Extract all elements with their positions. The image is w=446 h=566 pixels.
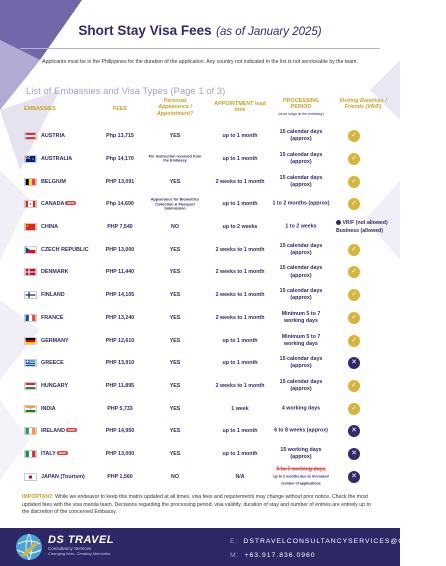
table-row (0, 443, 400, 466)
appointment-lead-time: up to 1 month (222, 133, 258, 140)
check-icon: ✓ (348, 176, 360, 188)
appearance-required: YES (169, 405, 181, 412)
embassy-name: GERMANY (41, 337, 69, 344)
china-flag-icon (24, 223, 37, 231)
visa-fee: PHP 13,000 (105, 450, 135, 457)
denmark-flag-icon (24, 268, 37, 276)
embassy-name: IRELAND NEW (41, 428, 75, 435)
appearance-required: YES (169, 269, 181, 276)
visa-fee: PHP 1,560 (107, 473, 133, 480)
table-row (0, 216, 400, 239)
appearance-required: YES (169, 360, 181, 367)
appointment-lead-time: 2 weeks to 1 month (215, 178, 265, 185)
globe-plane-logo-icon (14, 532, 44, 562)
czech-flag-icon (24, 246, 37, 254)
cross-icon: ✕ (348, 471, 360, 483)
embassy-name: CHINA (41, 224, 59, 231)
canada-flag-icon (24, 200, 37, 208)
india-flag-icon (24, 405, 37, 413)
appointment-lead-time: 1 week (231, 405, 249, 412)
col-embassies: EMBASSIES (24, 106, 56, 112)
check-icon: ✓ (348, 289, 360, 301)
check-icon: ✓ (348, 312, 360, 324)
processing-period: 4 working days (281, 405, 321, 412)
processing-period: 15 calendar days (approx) (279, 242, 323, 256)
visa-fee: PHP 7,540 (107, 224, 133, 231)
embassy-name: CZECH REPUBLIC (41, 246, 89, 253)
intro-text: Applicants must be in the Philippines for the duration of the application. Any country not indicated in the list is not serviceable by the team. (42, 59, 358, 65)
appointment-lead-time: 2 weeks to 1 month (215, 269, 265, 276)
table-row (0, 261, 400, 284)
appointment-lead-time: 2 weeks to 1 month (215, 291, 265, 298)
austria-flag-icon (24, 132, 37, 140)
important-note: IMPORTANT: While we endeavor to keep this matrix updated at all times, visa fees and requirements may change without prior notice. Check the most updated fees with the visa manila team. Decisions regarding the processing period, visa validity, duration of stay and number of entries are entirely up to the discretion of the concerned Embassy. (22, 494, 371, 516)
email-line[interactable]: E: DSTRAVELCONSULTANCYSERVICES@GMAIL.COM (230, 538, 446, 545)
cross-icon: ✕ (348, 425, 360, 437)
embassy-name: AUSTRALIA (41, 156, 73, 163)
embassy-name: HUNGARY (41, 382, 69, 389)
visa-fee: PHP 13,091 (105, 178, 135, 185)
processing-period: 15 calendar days (approx) (279, 129, 323, 143)
title-divider (20, 48, 380, 49)
check-icon: ✓ (348, 198, 360, 210)
table-row (0, 193, 400, 216)
check-icon: ✓ (348, 130, 360, 142)
appointment-lead-time: up to 1 month (222, 201, 258, 208)
appointment-lead-time: 2 weeks to 1 month (215, 314, 265, 321)
vrf-note: VR/F (not allowed) Business (allowed) (336, 220, 388, 234)
appointment-lead-time: up to 1 month (222, 428, 258, 435)
visa-fee: PHP 13,000 (105, 246, 135, 253)
table-row (0, 284, 400, 307)
visa-fee: Php 14,170 (106, 156, 134, 163)
check-icon: ✓ (348, 380, 360, 392)
processing-period: 6 to 8 weeks (approx) (274, 427, 328, 434)
visa-fee: PHP 14,950 (105, 428, 135, 435)
processing-period: 15 calendar days (approx) (279, 378, 323, 392)
embassy-name: FRANCE (41, 314, 64, 321)
processing-period: 5 to 7 working days up to 2 months due to increased number of applications (273, 465, 329, 486)
visa-fee: PHP 13,910 (105, 360, 135, 367)
appointment-lead-time: up to 1 month (222, 450, 258, 457)
appearance-required: Per instruction received from the Embassy (148, 154, 202, 164)
embassy-name: BELGIUM (41, 178, 66, 185)
embassy-name: DENMARK (41, 269, 69, 276)
appearance-required: YES (169, 428, 181, 435)
contact-info (230, 535, 446, 564)
check-icon: ✓ (348, 153, 360, 165)
hungary-flag-icon (24, 382, 37, 390)
visa-fee: PHP 5,733 (107, 405, 133, 412)
embassy-table (0, 125, 400, 488)
check-icon: ✓ (348, 335, 360, 347)
appearance-required: YES (169, 133, 181, 140)
table-row (0, 148, 400, 171)
processing-period: 15 working days (approx) (280, 446, 322, 460)
appointment-lead-time: N/A (235, 473, 245, 480)
list-heading: List of Embassies and Visa Types (Page 1 of 3) (26, 86, 226, 97)
visa-fee: PHP 12,610 (105, 337, 135, 344)
check-icon: ✓ (348, 266, 360, 278)
appearance-required: YES (169, 382, 181, 389)
appointment-lead-time: up to 2 weeks (222, 223, 258, 230)
phone-line[interactable]: M: +63.917.836.0960 (230, 552, 316, 560)
processing-period: 15 calendar days (approx) (279, 288, 323, 302)
embassy-name: GREECE (41, 360, 64, 367)
appearance-required: YES (169, 337, 181, 344)
visa-fee: PHP 13,240 (105, 314, 135, 321)
page-title: Short Stay Visa Fees (as of January 2025) (78, 23, 322, 38)
footer (0, 528, 446, 566)
status-dot-icon (336, 220, 341, 225)
processing-period: 15 calendar days (approx) (279, 174, 323, 188)
processing-period: 1 to 2 weeks (285, 223, 317, 230)
embassy-name: ITALY NEW (41, 450, 66, 457)
visa-fee: PHP 14,105 (105, 292, 135, 299)
new-badge: NEW (67, 428, 75, 433)
brand: DS TRAVEL Consultancy Services Changing lives, Creating Memories (48, 534, 115, 556)
appearance-required: YES (169, 292, 181, 299)
france-flag-icon (24, 314, 37, 322)
appointment-lead-time: up to 1 month (222, 155, 258, 162)
appearance-required: YES (169, 314, 181, 321)
processing-period: 15 calendar days (approx) (279, 265, 323, 279)
table-row (0, 375, 400, 398)
germany-flag-icon (24, 337, 37, 345)
table-row (0, 329, 400, 352)
check-icon: ✓ (348, 403, 360, 415)
processing-period: 15 calendar days (approx) (279, 356, 323, 370)
appearance-required: YES (169, 178, 181, 185)
appearance-required: YES (169, 450, 181, 457)
appointment-lead-time: up to 1 month (222, 337, 258, 344)
col-visiting: Visiting Relatives / Friends (VR/F) (339, 98, 387, 111)
appearance-required: NO (171, 224, 179, 231)
cross-icon: ✕ (348, 357, 360, 369)
greece-flag-icon (24, 359, 37, 367)
appearance-required: Appearance for Biometrics Collection & Passport Submission (150, 197, 200, 211)
table-row (0, 307, 400, 330)
italy-flag-icon (24, 450, 37, 458)
table-row (0, 465, 400, 488)
visa-fee: Php 13,715 (106, 133, 134, 140)
new-badge: NEW (67, 201, 75, 206)
appearance-required: YES (169, 246, 181, 253)
appointment-lead-time: 2 weeks to 1 month (215, 246, 265, 253)
embassy-name: JAPAN (Tourism) (41, 473, 85, 480)
appointment-lead-time: up to 1 month (222, 360, 258, 367)
visa-fee: Php 14,690 (106, 201, 134, 208)
col-appearance: Personal Appearance / Appointment? (156, 98, 194, 117)
processing-period: Minimum 5 to 7 working days (281, 333, 321, 347)
embassy-name: INDIA (41, 405, 56, 412)
appointment-lead-time: 2 weeks to 1 month (215, 382, 265, 389)
table-row (0, 170, 400, 193)
finland-flag-icon (24, 291, 37, 299)
visa-fee: PHP 11,440 (105, 269, 135, 276)
japan-flag-icon (24, 473, 37, 481)
ireland-flag-icon (24, 427, 37, 435)
table-row (0, 238, 400, 261)
visa-fee: PHP 11,895 (105, 382, 135, 389)
processing-period: 1 to 2 months (approx) (272, 200, 330, 207)
appearance-required: NO (171, 473, 179, 480)
col-appointment: APPOINTMENT lead time (214, 101, 266, 114)
table-row (0, 125, 400, 148)
column-headers (0, 96, 400, 124)
table-row (0, 420, 400, 443)
embassy-name: AUSTRIA (41, 133, 65, 140)
embassy-name: CANADA NEW (41, 201, 75, 208)
processing-period: Minimum 5 to 7 working days (281, 310, 321, 324)
col-processing: PROCESSING PERIOD (once lodge at the embassy) (278, 98, 324, 116)
check-icon: ✓ (348, 244, 360, 256)
table-row (0, 352, 400, 375)
belgium-flag-icon (24, 178, 37, 186)
col-fees: FEES (112, 106, 128, 112)
processing-period: 15 calendar days (approx) (279, 151, 323, 166)
embassy-name: FINLAND (41, 292, 65, 299)
australia-flag-icon (24, 155, 37, 163)
cross-icon: ✕ (348, 448, 360, 460)
new-badge: NEW (58, 450, 66, 455)
table-row (0, 397, 400, 420)
